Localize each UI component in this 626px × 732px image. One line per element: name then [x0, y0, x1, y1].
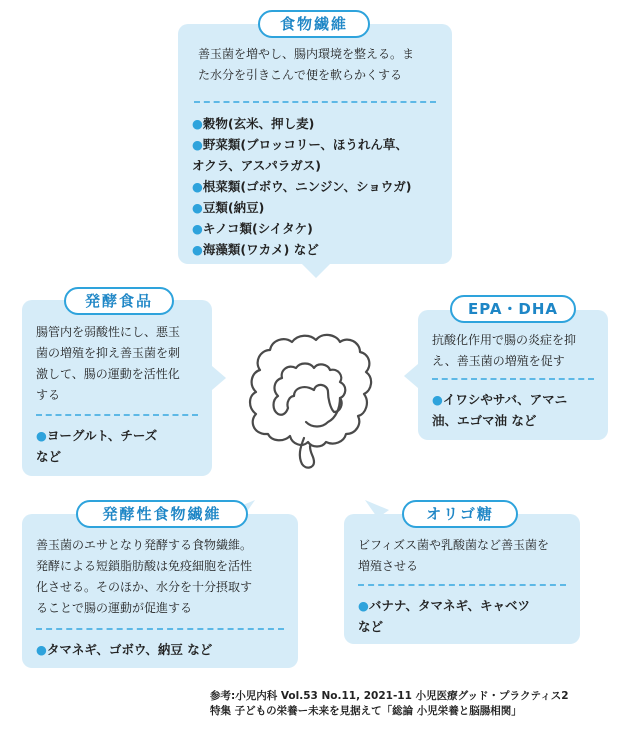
oligosaccharide-divider — [358, 584, 566, 586]
list-item: ● キノコ類(シイタケ) — [192, 218, 411, 239]
oligosaccharide-food-list — [358, 595, 530, 637]
epa-dha-description: 抗酸化作用で腸の炎症を抑 え、善玉菌の増殖を促す — [432, 333, 577, 368]
list-item: ● タマネギ、ゴボウ、納豆 など — [36, 639, 212, 660]
epa-dha-food-list — [432, 389, 567, 431]
fermented-description: 腸管内を弱酸性にし、悪玉 菌の増殖を抑え善玉菌を刺 激して、腸の運動を活性化 する — [36, 325, 181, 402]
epa-dha-pointer — [404, 364, 418, 388]
list-item-continued: など — [36, 449, 62, 464]
fermented-divider — [36, 414, 198, 416]
intestine-icon — [244, 322, 378, 472]
list-item: ● 海藻類(ワカメ) など — [192, 239, 411, 260]
fermentable-fiber-food-list — [36, 639, 212, 660]
fermented-food-list — [36, 425, 157, 467]
fermentable-fiber-description: 善玉菌のエサとなり発酵する食物繊維。 発酵による短鎖脂肪酸は免疫細胞を活性 化させる。そのほか、水分を十分摂取す ることで腸の運動が促進する — [36, 538, 253, 615]
list-item-continued: オクラ、アスパラガス) — [192, 158, 321, 173]
oligosaccharide-description: ビフィズス菌や乳酸菌など善玉菌を 増殖させる — [358, 538, 550, 573]
fiber-pointer — [302, 264, 330, 278]
list-item: ● イワシやサバ、アマニ — [432, 389, 567, 410]
list-item: ● 穀物(玄米、押し麦) — [192, 113, 411, 134]
fermented-title: 発酵食品 — [64, 287, 174, 315]
epa-dha-title: EPA・DHA — [450, 295, 576, 323]
fiber-description: 善玉菌を増やし、腸内環境を整える。ま た水分を引きこんで便を軟らかくする — [198, 47, 415, 82]
list-item: ● 豆類(納豆) — [192, 197, 411, 218]
fiber-food-list — [192, 113, 411, 260]
fiber-title: 食物繊維 — [258, 10, 370, 38]
epa-dha-divider — [432, 378, 594, 380]
list-item-continued: 油、エゴマ油 など — [432, 413, 537, 428]
list-item: ● 野菜類(ブロッコリー、ほうれん草、 — [192, 134, 411, 155]
oligosaccharide-title: オリゴ糖 — [402, 500, 518, 528]
fermented-pointer — [212, 366, 226, 390]
list-item-continued: など — [358, 619, 384, 634]
list-item: ● バナナ、タマネギ、キャベツ — [358, 595, 530, 616]
list-item: ● ヨーグルト、チーズ — [36, 425, 157, 446]
fermentable-fiber-divider — [36, 628, 284, 630]
reference-note: 参考:小児内科 Vol.53 No.11, 2021-11 小児医療グッド・プラクティス2 特集 子どもの栄養ー未来を見据えて「総論 小児栄養と脳腸相関」 — [210, 690, 569, 717]
fiber-divider — [194, 101, 436, 103]
fermentable-fiber-title: 発酵性食物繊維 — [76, 500, 248, 528]
list-item: ● 根菜類(ゴボウ、ニンジン、ショウガ) — [192, 176, 411, 197]
